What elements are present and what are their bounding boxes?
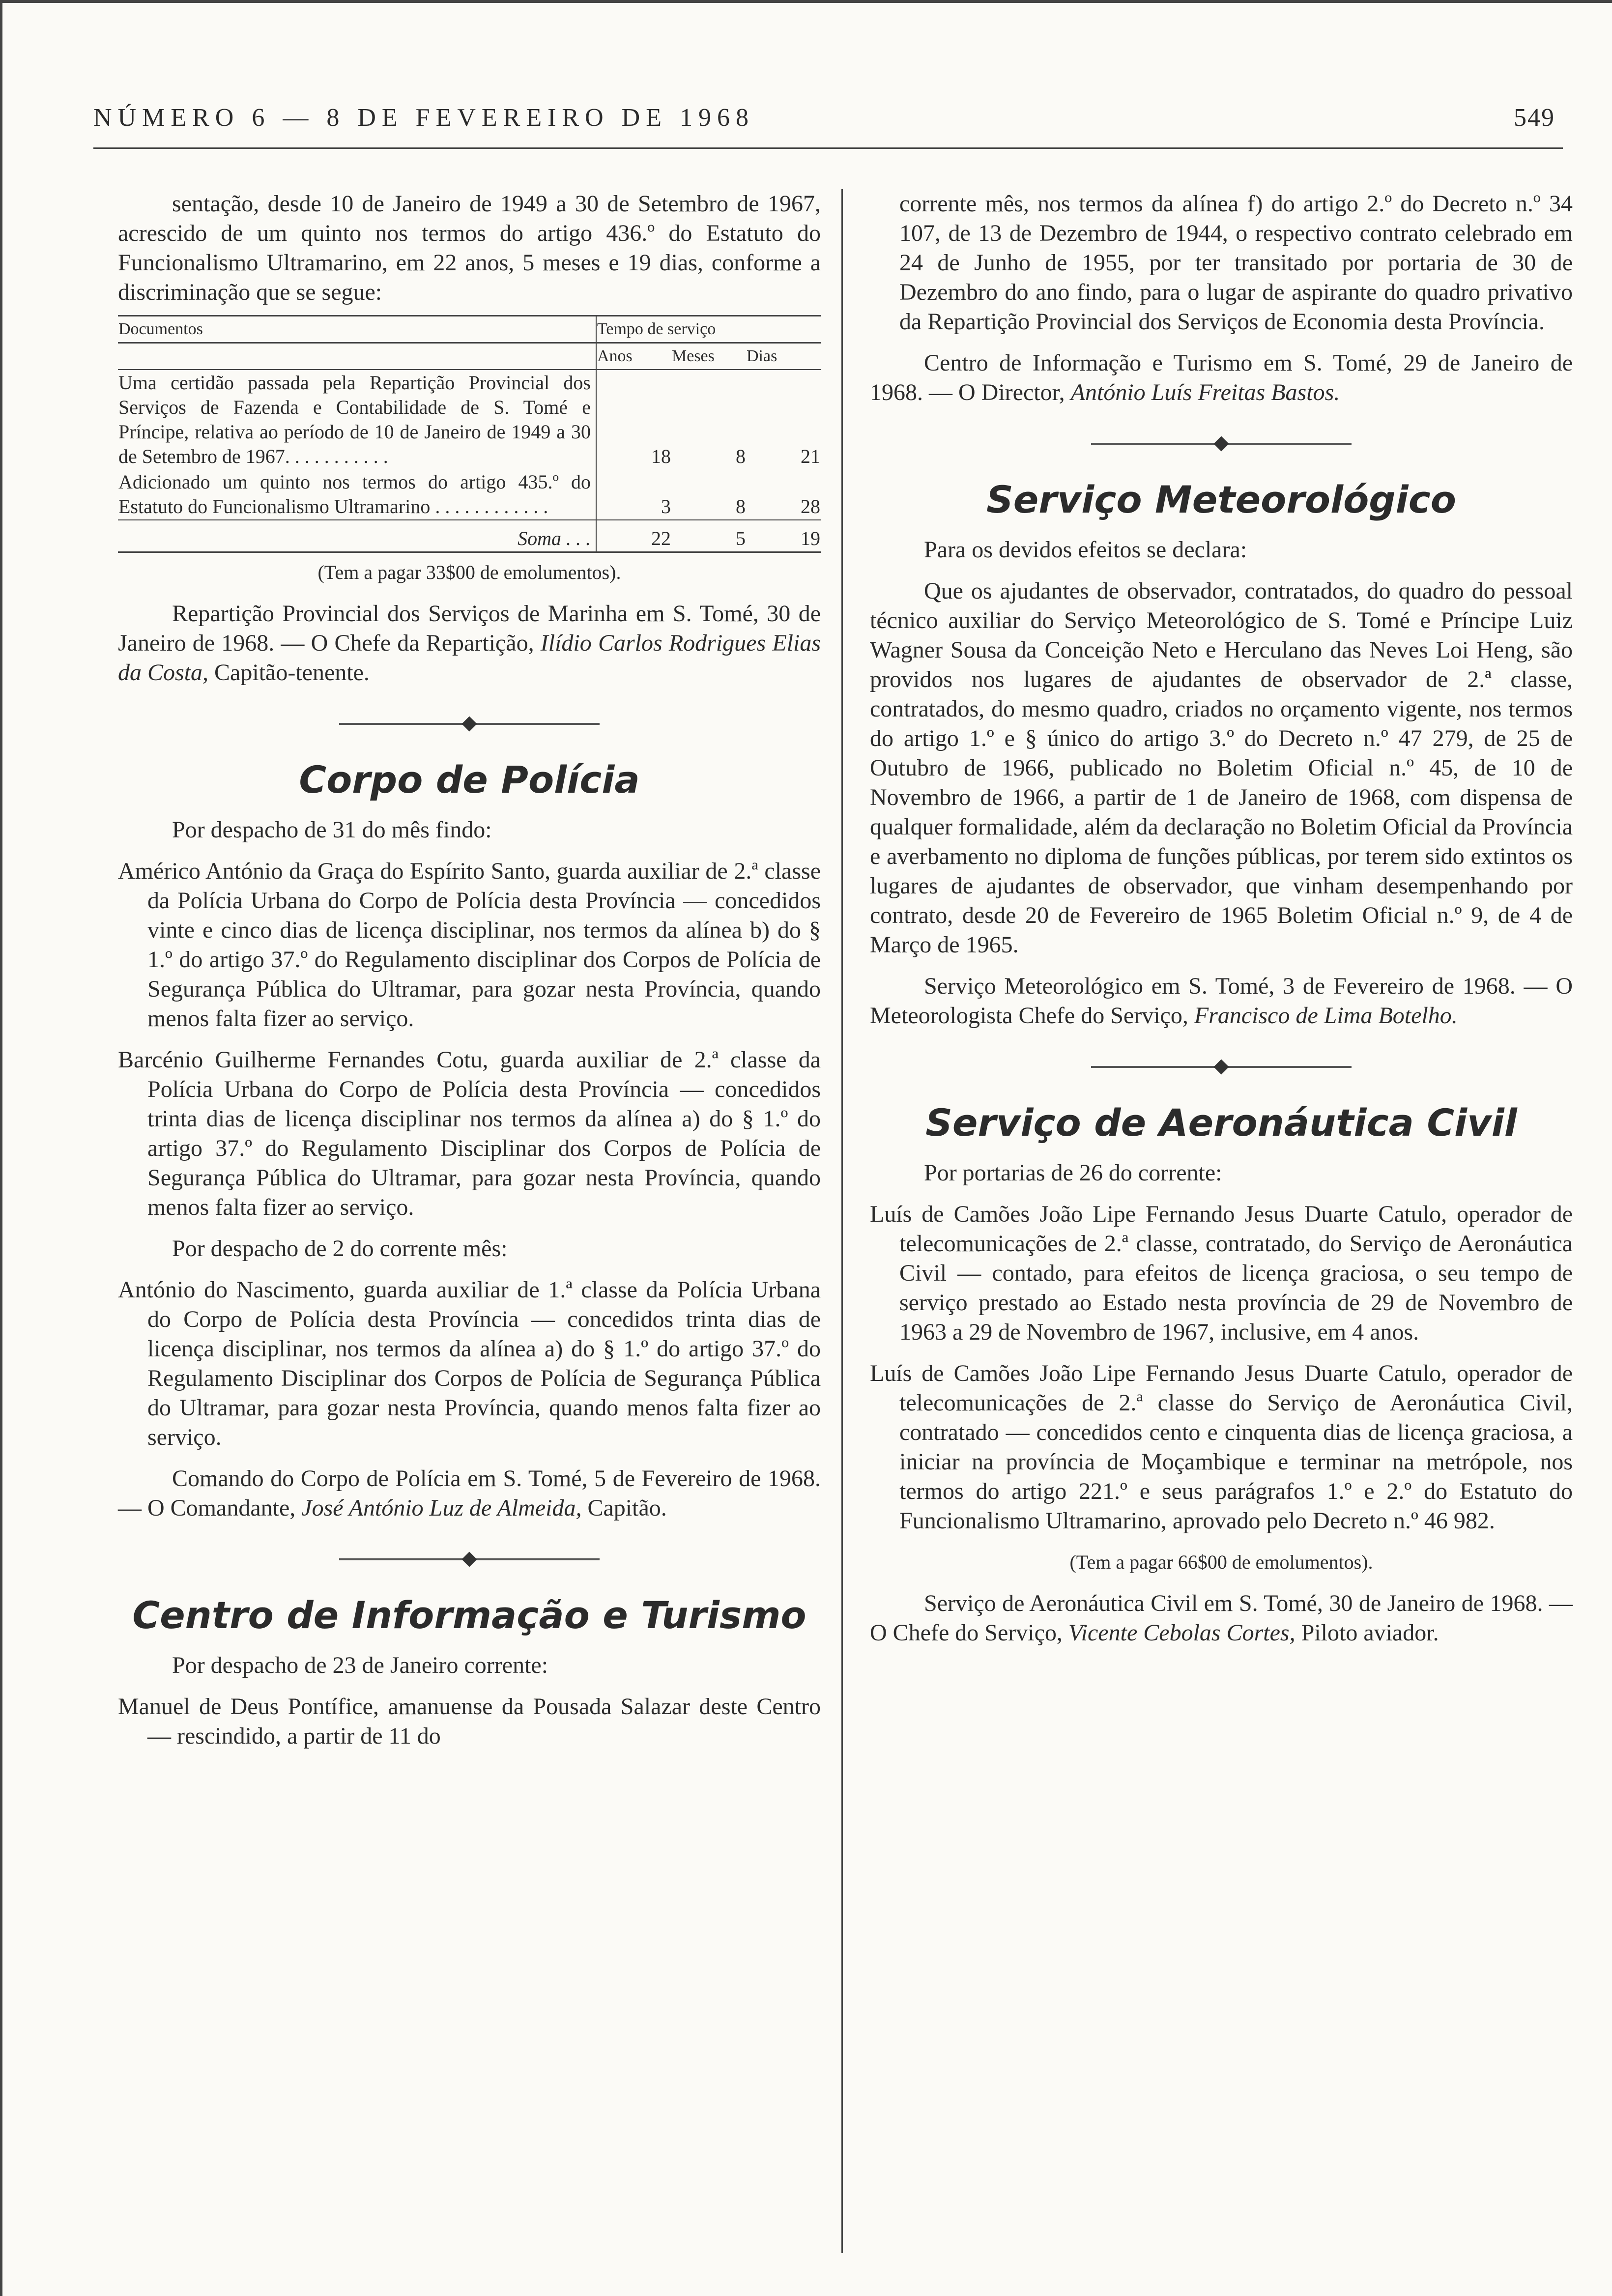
continuation-paragraph: corrente mês, nos termos da alínea f) do artigo 2.º do Decreto n.º 34 107, de 13 de Dezembro de 1944, o respectivo contrato celebrado em 24 de Junho de 1955, por ter transitado por portaria de 30 de Dezembro do ano findo, para o lugar de aspirante do quadro privativo da Repartição Provincial dos Serviços de Economia desta Província. bbox=[899, 191, 1573, 335]
section-title-turismo: Centro de Informação e Turismo bbox=[132, 1593, 806, 1637]
entry-paragraph: Luís de Camões João Lipe Fernando Jesus Duarte Catulo, operador de telecomunicações de 2.ª classe do Serviço de Aeronáutica Civil, contratado — concedidos cento e cinquenta dias de licença graciosa, a iniciar na província de Moçambique e terminar na metrópole, nos termos do artigo 221.º e seus parágrafos 1.º e 2.º do Estatuto do Funcionalismo Ultramarino, aprovado pelo Decreto n.º 46 982. bbox=[870, 1360, 1573, 1534]
entry-paragraph: António do Nascimento, guarda auxiliar de 1.ª classe da Polícia Urbana do Corpo de Polícia desta Província — concedidos trinta dias de licença disciplinar, nos termos da alínea a) do § 1.º do artigo 37.º do Regulamento Disciplinar dos Corpos de Polícia de Segurança Pública do Ultramar, para gozar nesta Província, quando menos falta fizer ao serviço. bbox=[118, 1277, 821, 1450]
row-days: 28 bbox=[801, 495, 820, 517]
section-title-meteorologico: Serviço Meteorológico bbox=[986, 478, 1456, 521]
months-header: Meses bbox=[672, 347, 715, 365]
fee-note: (Tem a pagar 66$00 de emolumentos). bbox=[1069, 1551, 1373, 1573]
service-time-table bbox=[118, 315, 821, 553]
column-divider bbox=[841, 189, 843, 2253]
right-column bbox=[870, 189, 1573, 1648]
fee-note: (Tem a pagar 33$00 de emolumentos). bbox=[317, 561, 621, 583]
declaration-intro: Para os devidos efeitos se declara: bbox=[924, 537, 1247, 563]
signatory-name: Vicente Cebolas Cortes, bbox=[1068, 1620, 1295, 1646]
time-header: Tempo de serviço bbox=[597, 320, 716, 338]
row-years: 18 bbox=[651, 445, 671, 467]
signatory-name: António Luís Freitas Bastos. bbox=[1070, 379, 1340, 405]
despacho-heading: Por despacho de 23 de Janeiro corrente: bbox=[172, 1652, 548, 1678]
entry-paragraph: Luís de Camões João Lipe Fernando Jesus Duarte Catulo, operador de telecomunicações de 2.ª classe, contratado, do Serviço de Aeronáutica Civil — contado, para efeitos de licença graciosa, o seu tempo de serviço prestado ao Estado nesta província de 29 de Novembro de 1963 a 29 de Novembro de 1967, inclusive, em 4 anos. bbox=[870, 1201, 1573, 1345]
row-text: Uma certidão passada pela Repartição Provincial dos Serviços de Fazenda e Contabilidade de S. Tomé e Príncipe, relativa ao período de 10 de Janeiro de 1949 a 30 de Setembro de 1967. . . . . . . . . . . bbox=[118, 370, 596, 469]
table-row bbox=[118, 469, 821, 520]
sum-months: 5 bbox=[671, 520, 746, 552]
despacho-heading: Por despacho de 2 do corrente mês: bbox=[172, 1235, 508, 1262]
entry-paragraph: Que os ajudantes de observador, contratados, do quadro do pessoal técnico auxiliar do Serviço Meteorológico de S. Tomé e Príncipe Luiz Wagner Sousa da Conceição Neto e Herculano das Neves Loi Heng, são providos nos lugares de ajudantes de observador de 2.ª classe, contratados, do mesmo quadro, criados no orçamento vigente, nos termos do artigo 1.º e § único do artigo 3.º do Decreto n.º 47 279, de 25 de Outubro de 1966, publicado no Boletim Oficial n.º 45, de 10 de Novembro de 1966, a partir de 1 de Janeiro de 1968, com dispensa de qualquer formalidade, além da declaração no Boletim Oficial da Província e averbamento no diploma de funções públicas, por terem sido extintos os lugares de ajudantes de observador, que vinham desempenhando por contrato, desde 20 de Fevereiro de 1965 Boletim Oficial n.º 9, de 4 de Março de 1965. bbox=[870, 578, 1573, 958]
intro-paragraph: sentação, desde 10 de Janeiro de 1949 a 30 de Setembro de 1967, acrescido de um quinto nos termos do artigo 436.º do Estatuto do Funcionalismo Ultramarino, em 22 anos, 5 meses e 19 dias, conforme a discriminação que se segue: bbox=[118, 191, 821, 305]
signature-meteorologico: Serviço Meteorológico em S. Tomé, 3 de Fevereiro de 1968. — O Meteorologista Chefe do Serviço, Francisco de Lima Botelho. bbox=[870, 973, 1573, 1029]
separator-ornament bbox=[870, 1050, 1573, 1080]
entry-paragraph: Barcénio Guilherme Fernandes Cotu, guarda auxiliar de 2.ª classe da Polícia Urbana do Corpo de Polícia desta Província — concedidos trinta dias de licença disciplinar nos termos da alínea a) do § 1.º do artigo 37.º do Regulamento Disciplinar dos Corpos de Polícia de Segurança Pública do Ultramar, para gozar nesta Província, quando menos falta fizer ao serviço. bbox=[118, 1047, 821, 1220]
row-months: 8 bbox=[736, 495, 746, 517]
entry-paragraph: Américo António da Graça do Espírito Santo, guarda auxiliar de 2.ª classe da Polícia Urbana do Corpo de Polícia desta Província — concedidos vinte e cinco dias de licença disciplinar, nos termos da alínea b) do § 1.º do artigo 37.º do Regulamento disciplinar dos Corpos de Polícia de Segurança Pública do Ultramar, para gozar nesta Província, quando menos falta fizer ao serviço. bbox=[118, 858, 821, 1032]
separator-ornament bbox=[118, 707, 821, 737]
page-number: 549 bbox=[1514, 104, 1555, 132]
sum-years: 22 bbox=[596, 520, 671, 552]
separator-ornament bbox=[118, 1543, 821, 1572]
header-rule bbox=[93, 147, 1563, 149]
documents-header: Documentos bbox=[118, 316, 596, 343]
row-days: 21 bbox=[801, 445, 820, 467]
signatory-name: Francisco de Lima Botelho. bbox=[1194, 1003, 1458, 1029]
row-years: 3 bbox=[661, 495, 671, 517]
row-months: 8 bbox=[736, 445, 746, 467]
separator-ornament bbox=[870, 427, 1573, 457]
row-text: Adicionado um quinto nos termos do artigo 435.º do Estatuto do Funcionalismo Ultramarino . . . . . . . . . . . . bbox=[118, 469, 596, 520]
issue-header: NÚMERO 6 — 8 DE FEVEREIRO DE 1968 bbox=[93, 104, 754, 132]
section-title-aeronautica: Serviço de Aeronáutica Civil bbox=[925, 1101, 1517, 1145]
days-header: Dias bbox=[747, 347, 777, 365]
years-header: Anos bbox=[597, 347, 633, 365]
left-column bbox=[118, 189, 821, 1751]
signatory-name: José António Luz de Almeida, bbox=[301, 1495, 582, 1521]
left-border bbox=[0, 0, 2, 2296]
entry-paragraph: Manuel de Deus Pontífice, amanuense da Pousada Salazar deste Centro — rescindido, a partir de 11 do bbox=[118, 1693, 821, 1749]
signature-aeronautica: Serviço de Aeronáutica Civil em S. Tomé, 30 de Janeiro de 1968. — O Chefe do Serviço, Vicente Cebolas Cortes, Piloto aviador. bbox=[870, 1590, 1573, 1646]
signature-policia: Comando do Corpo de Polícia em S. Tomé, 5 de Fevereiro de 1968. — O Comandante, José António Luz de Almeida, Capitão. bbox=[118, 1465, 821, 1521]
portaria-heading: Por portarias de 26 do corrente: bbox=[924, 1160, 1222, 1186]
signatory-name: Ilídio Carlos Rodrigues Elias da Costa, bbox=[118, 630, 821, 686]
table-sum-row bbox=[118, 520, 821, 552]
section-title-policia: Corpo de Polícia bbox=[299, 758, 640, 802]
signature-turismo: Centro de Informação e Turismo em S. Tomé, 29 de Janeiro de 1968. — O Director, António Luís Freitas Bastos. bbox=[870, 350, 1573, 405]
table-row bbox=[118, 370, 821, 469]
sum-days: 19 bbox=[746, 520, 821, 552]
sum-label: Soma . . . bbox=[518, 527, 591, 549]
top-border bbox=[0, 0, 1612, 3]
despacho-heading: Por despacho de 31 do mês findo: bbox=[172, 817, 492, 843]
signature-marinha: Repartição Provincial dos Serviços de Marinha em S. Tomé, 30 de Janeiro de 1968. — O Chefe da Repartição, Ilídio Carlos Rodrigues Elias da Costa, Capitão-tenente. bbox=[118, 601, 821, 686]
